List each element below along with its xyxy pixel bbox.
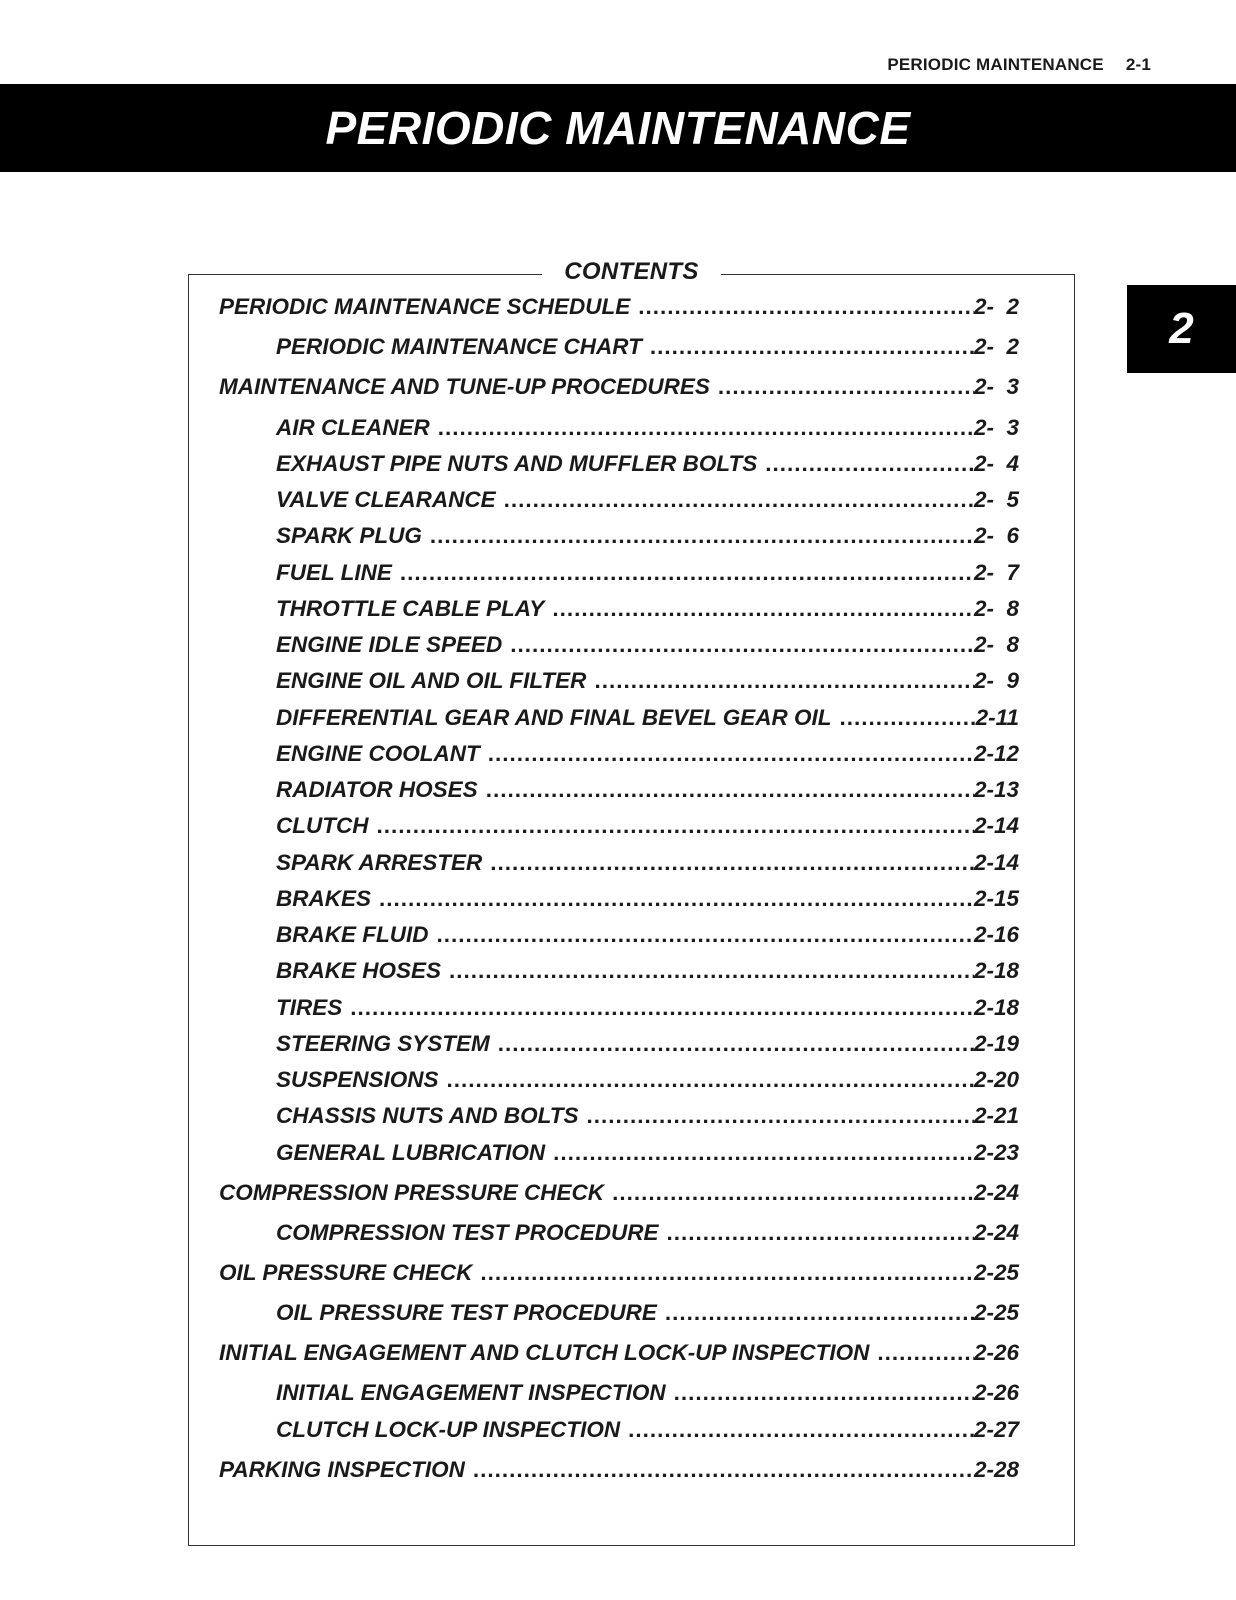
chapter-number: 2	[1169, 304, 1194, 353]
toc-dot-leader	[480, 1259, 974, 1287]
contents-box	[188, 258, 1075, 1546]
toc-entry[interactable]	[219, 1179, 1019, 1207]
toc-entry-label: SPARK ARRESTER	[276, 850, 483, 875]
toc-entry-page: 2- 2	[973, 294, 1019, 319]
toc-entry-page: 2-24	[973, 1220, 1019, 1245]
toc-entry[interactable]	[276, 1416, 1019, 1444]
toc-entry[interactable]	[276, 522, 1019, 550]
toc-entry[interactable]	[276, 849, 1019, 877]
toc-entry-page: 2-25	[973, 1260, 1019, 1285]
toc-entry-page: 2-25	[973, 1300, 1019, 1325]
toc-entry-label: ENGINE IDLE SPEED	[276, 632, 503, 657]
toc-dot-leader	[650, 333, 974, 361]
toc-entry-page: 2- 9	[973, 668, 1019, 693]
toc-entry-page: 2- 7	[973, 560, 1019, 585]
toc-dot-leader	[553, 1139, 974, 1167]
toc-entry-label: AIR CLEANER	[276, 415, 430, 440]
toc-dot-leader	[718, 373, 974, 401]
toc-entry-label: MAINTENANCE AND TUNE-UP PROCEDURES	[219, 374, 710, 399]
toc-dot-leader	[765, 450, 974, 478]
toc-dot-leader	[437, 921, 974, 949]
toc-entry[interactable]	[276, 740, 1019, 768]
toc-entry-label: SUSPENSIONS	[276, 1067, 439, 1092]
toc-entry[interactable]	[276, 1299, 1019, 1327]
toc-entry[interactable]	[276, 1219, 1019, 1247]
running-header-section: PERIODIC MAINTENANCE	[887, 55, 1104, 74]
running-header-page: 2-1	[1125, 55, 1151, 74]
toc-entry-label: CHASSIS NUTS AND BOLTS	[276, 1103, 579, 1128]
toc-dot-leader	[350, 994, 974, 1022]
toc-dot-leader	[638, 293, 974, 321]
toc-entry-label: CLUTCH LOCK-UP INSPECTION	[276, 1417, 621, 1442]
toc-dot-leader	[488, 740, 974, 768]
toc-entry[interactable]	[276, 486, 1019, 514]
toc-entry-label: STEERING SYSTEM	[276, 1031, 490, 1056]
toc-entry-page: 2- 4	[973, 451, 1019, 476]
toc-dot-leader	[839, 704, 975, 732]
toc-entry-label: BRAKE FLUID	[276, 922, 429, 947]
toc-entry-page: 2-28	[973, 1457, 1019, 1482]
toc-entry-page: 2-18	[973, 958, 1019, 983]
chapter-tab	[1127, 285, 1236, 373]
toc-entry[interactable]	[276, 631, 1019, 659]
toc-dot-leader	[667, 1219, 974, 1247]
toc-entry[interactable]	[276, 450, 1019, 478]
toc-dot-leader	[552, 595, 974, 623]
toc-entry-label: RADIATOR HOSES	[276, 777, 478, 802]
toc-entry-label: PERIODIC MAINTENANCE SCHEDULE	[219, 294, 631, 319]
toc-entry-label: OIL PRESSURE TEST PROCEDURE	[276, 1300, 657, 1325]
toc-dot-leader	[594, 667, 974, 695]
toc-entry-label: INITIAL ENGAGEMENT INSPECTION	[276, 1380, 666, 1405]
toc-entry-page: 2-12	[973, 741, 1019, 766]
toc-entry[interactable]	[219, 1259, 1019, 1287]
toc-entry-page: 2-18	[973, 995, 1019, 1020]
toc-entry-page: 2- 8	[973, 632, 1019, 657]
toc-entry[interactable]	[276, 1102, 1019, 1130]
toc-entry-page: 2-14	[973, 850, 1019, 875]
toc-entry-label: CLUTCH	[276, 813, 369, 838]
toc-entry[interactable]	[276, 559, 1019, 587]
title-bar	[0, 84, 1236, 172]
toc-entry-label: SPARK PLUG	[276, 523, 422, 548]
toc-entry-page: 2- 3	[973, 415, 1019, 440]
toc-dot-leader	[379, 885, 974, 913]
toc-entry[interactable]	[276, 595, 1019, 623]
toc-entry[interactable]	[276, 1139, 1019, 1167]
toc-entry-label: FUEL LINE	[276, 560, 392, 585]
toc-entry[interactable]	[276, 667, 1019, 695]
toc-dot-leader	[449, 957, 974, 985]
toc-entry-label: COMPRESSION TEST PROCEDURE	[276, 1220, 659, 1245]
toc-dot-leader	[628, 1416, 974, 1444]
toc-entry[interactable]	[276, 333, 1019, 361]
toc-entry-label: ENGINE COOLANT	[276, 741, 480, 766]
toc-dot-leader	[674, 1379, 974, 1407]
toc-dot-leader	[612, 1179, 974, 1207]
toc-entry[interactable]	[276, 414, 1019, 442]
toc-entry-label: OIL PRESSURE CHECK	[219, 1260, 473, 1285]
toc-entry-label: PARKING INSPECTION	[219, 1457, 465, 1482]
toc-entry[interactable]	[276, 885, 1019, 913]
toc-entry-page: 2-15	[973, 886, 1019, 911]
toc-entry-label: BRAKES	[276, 886, 372, 911]
toc-entry-label: DIFFERENTIAL GEAR AND FINAL BEVEL GEAR OIL	[276, 705, 832, 730]
toc-entry[interactable]	[219, 1456, 1019, 1484]
toc-entry[interactable]	[276, 957, 1019, 985]
contents-heading	[189, 258, 1074, 286]
toc-entry-label: TIRES	[276, 995, 343, 1020]
toc-dot-leader	[587, 1102, 974, 1130]
toc-entry-label: THROTTLE CABLE PLAY	[276, 596, 545, 621]
toc-entry[interactable]	[219, 293, 1019, 321]
toc-entry-label: PERIODIC MAINTENANCE CHART	[276, 334, 642, 359]
toc-entry-page: 2-23	[973, 1140, 1019, 1165]
toc-dot-leader	[498, 1030, 974, 1058]
toc-entry-page: 2- 2	[973, 334, 1019, 359]
toc-entry[interactable]	[219, 373, 1019, 401]
toc-dot-leader	[473, 1456, 974, 1484]
toc-entry-page: 2-27	[973, 1417, 1019, 1442]
toc-entry[interactable]	[276, 1379, 1019, 1407]
toc-entry[interactable]	[276, 921, 1019, 949]
toc-dot-leader	[438, 414, 974, 442]
toc-entry-label: GENERAL LUBRICATION	[276, 1140, 546, 1165]
toc-entry-label: EXHAUST PIPE NUTS AND MUFFLER BOLTS	[276, 451, 758, 476]
toc-entry-page: 2-14	[973, 813, 1019, 838]
toc-entry[interactable]	[276, 776, 1019, 804]
toc-dot-leader	[490, 849, 974, 877]
toc-entry-page: 2-11	[975, 705, 1019, 730]
toc-entry-label: COMPRESSION PRESSURE CHECK	[219, 1180, 605, 1205]
toc-entry-label: VALVE CLEARANCE	[276, 487, 496, 512]
toc-entry-page: 2- 8	[973, 596, 1019, 621]
toc-dot-leader	[877, 1339, 974, 1367]
toc-dot-leader	[400, 559, 974, 587]
toc-dot-leader	[665, 1299, 974, 1327]
toc-entry-page: 2- 5	[973, 487, 1019, 512]
toc-dot-leader	[430, 522, 974, 550]
toc-entry-page: 2-26	[973, 1340, 1019, 1365]
toc-entry[interactable]	[276, 812, 1019, 840]
toc-entry[interactable]	[276, 1066, 1019, 1094]
toc-entry-page: 2-26	[973, 1380, 1019, 1405]
toc-entry[interactable]	[276, 704, 1019, 732]
toc-entry-page: 2-21	[973, 1103, 1019, 1128]
toc-dot-leader	[486, 776, 974, 804]
contents-heading-label: CONTENTS	[542, 258, 720, 285]
toc-entry-label: BRAKE HOSES	[276, 958, 442, 983]
toc-entry-page: 2- 6	[973, 523, 1019, 548]
page-title: PERIODIC MAINTENANCE	[325, 102, 911, 154]
toc-dot-leader	[376, 812, 973, 840]
running-header	[887, 55, 1151, 75]
toc-entry-page: 2-20	[973, 1067, 1019, 1092]
toc-entry[interactable]	[219, 1339, 1019, 1367]
toc-dot-leader	[504, 486, 974, 514]
toc-dot-leader	[510, 631, 974, 659]
toc-entry[interactable]	[276, 994, 1019, 1022]
toc-entry-label: ENGINE OIL AND OIL FILTER	[276, 668, 587, 693]
toc-dot-leader	[447, 1066, 974, 1094]
toc-entry-page: 2-19	[973, 1031, 1019, 1056]
toc-entry[interactable]	[276, 1030, 1019, 1058]
toc-entry-page: 2-16	[973, 922, 1019, 947]
toc-entry-page: 2-24	[973, 1180, 1019, 1205]
toc-entry-page: 2-13	[973, 777, 1019, 802]
toc-entry-label: INITIAL ENGAGEMENT AND CLUTCH LOCK-UP INSPECTION	[219, 1340, 870, 1365]
toc-entry-page: 2- 3	[973, 374, 1019, 399]
